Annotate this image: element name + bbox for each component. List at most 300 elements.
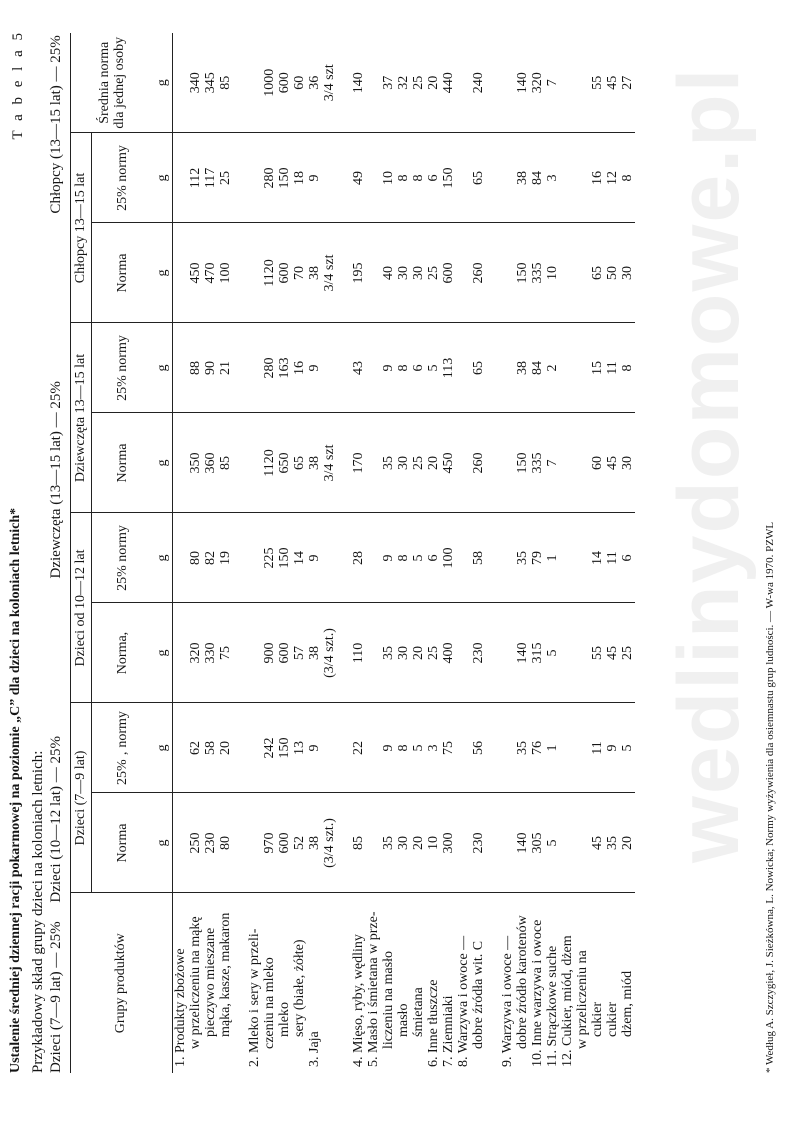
table-cell: 9 (381, 703, 396, 793)
table-cell: 22 (351, 703, 366, 793)
table-cell (173, 513, 189, 603)
table-row (620, 33, 635, 1073)
norma-25-header: 25% normy (92, 323, 155, 413)
table-cell (575, 33, 590, 133)
table-cell: 600 (277, 603, 292, 703)
table-cell: 82 (203, 513, 218, 603)
table-cell: 8 (411, 133, 426, 223)
page-subtitle: Przykładowy skład grupy dzieci na koloniach letnich: (30, 750, 46, 1073)
table-cell (456, 793, 471, 893)
table-cell: 3/4 szt (322, 33, 337, 133)
table-cell: 25 (411, 413, 426, 513)
table-cell (456, 603, 471, 703)
table-cell: 440 (441, 33, 456, 133)
table-row (530, 33, 545, 1073)
table-cell (575, 223, 590, 323)
table-cell: 16 (590, 133, 605, 223)
table-cell: 18 (292, 133, 307, 223)
table-cell: 150 (277, 133, 292, 223)
table-row (500, 33, 515, 1073)
table-cell: 230 (471, 603, 486, 703)
norma-25-header: 25% normy (92, 513, 155, 603)
table-cell: 45 (590, 793, 605, 893)
table-cell: 35 (381, 793, 396, 893)
table-cell: 2 (545, 323, 560, 413)
table-cell: 13 (292, 703, 307, 793)
table-cell: 10 (381, 133, 396, 223)
table-cell: 20 (218, 703, 233, 793)
table-cell (500, 793, 515, 893)
table-cell: 112 (188, 133, 203, 223)
table-cell: 7 (545, 33, 560, 133)
table-cell: 27 (620, 33, 635, 133)
col-group-header: Dzieci od 10—12 lat (71, 513, 92, 703)
table-cell: 260 (471, 223, 486, 323)
table-cell: 80 (188, 513, 203, 603)
table-cell (500, 703, 515, 793)
table-cell: 10 (545, 223, 560, 323)
table-cell (560, 413, 575, 513)
composition-item: Dzieci (10—12 lat) — 25% (48, 736, 64, 903)
composition-item: Dzieci (7—9 lat) — 25% (48, 921, 64, 1073)
table-cell: 5 (426, 323, 441, 413)
table-cell (456, 133, 471, 223)
table-cell: 242 (262, 703, 277, 793)
row-label: mleko (277, 1002, 292, 1037)
table-cell: 170 (351, 413, 366, 513)
table-cell (560, 133, 575, 223)
table-cell: 350 (188, 413, 203, 513)
table-cell (366, 323, 381, 413)
row-label: w przeliczeniu na mąkę (188, 916, 203, 1049)
composition-item: Dziewczęta (13—15 lat) — 25% (48, 381, 64, 579)
table-cell: 85 (218, 413, 233, 513)
table-cell: (3/4 szt.) (322, 603, 337, 703)
table-cell (456, 703, 471, 793)
table-row (277, 33, 292, 1073)
table-cell: 335 (530, 223, 545, 323)
table-cell (560, 603, 575, 703)
table-cell: 65 (471, 323, 486, 413)
table-cell: 150 (277, 703, 292, 793)
table-cell: 650 (277, 413, 292, 513)
composition-line (48, 35, 65, 1073)
table-cell: 150 (515, 223, 530, 323)
row-label: mąka, kasze, makaron (218, 912, 233, 1037)
table-cell (366, 33, 381, 133)
table-cell (500, 413, 515, 513)
table-cell: 38 (307, 413, 322, 513)
table-cell: 35 (381, 603, 396, 703)
table-cell: 37 (381, 33, 396, 133)
table-cell: 35 (515, 703, 530, 793)
page-title: Ustalenie średniej dziennej racji pokarmowej na poziomie „C” dla dzieci na koloniach letnich* (8, 507, 23, 1073)
table-cell: 450 (441, 413, 456, 513)
table-cell: 470 (203, 223, 218, 323)
table-cell: 280 (262, 323, 277, 413)
table-cell: 25 (218, 133, 233, 223)
table-cell: 19 (218, 513, 233, 603)
row-label: sery (białe, żółte) (292, 939, 307, 1037)
nutrition-table (70, 33, 635, 1073)
table-cell: 9 (307, 513, 322, 603)
table-cell: 6 (620, 513, 635, 603)
row-label: dobre źródło karotenów (515, 915, 530, 1049)
table-cell: 11 (605, 513, 620, 603)
table-cell (575, 133, 590, 223)
table-row (322, 33, 337, 1073)
table-cell (456, 323, 471, 413)
table-cell (322, 323, 337, 413)
table-cell (322, 133, 337, 223)
table-row (515, 33, 530, 1073)
table-cell: 6 (426, 513, 441, 603)
table-cell: 28 (351, 513, 366, 603)
table-cell: 21 (218, 323, 233, 413)
table-cell (560, 223, 575, 323)
table-cell: 230 (203, 793, 218, 893)
table-cell: 5 (411, 513, 426, 603)
table-row (396, 33, 411, 1073)
table-cell: 35 (381, 413, 396, 513)
table-cell: 30 (396, 793, 411, 893)
table-row (203, 33, 218, 1073)
table-cell: 140 (351, 33, 366, 133)
average-header: Średnia norma dla jednej osoby (71, 33, 155, 133)
table-row (247, 33, 262, 1073)
table-cell: 250 (188, 793, 203, 893)
table-cell: 20 (426, 413, 441, 513)
table-cell (560, 703, 575, 793)
table-cell: 25 (426, 223, 441, 323)
table-cell: 80 (218, 793, 233, 893)
row-label: 10. Inne warzywa i owoce (530, 919, 545, 1067)
table-cell: 60 (292, 33, 307, 133)
table-cell: 84 (530, 133, 545, 223)
table-cell: 9 (307, 323, 322, 413)
norma-header: Norma (92, 223, 155, 323)
table-row (575, 33, 590, 1073)
row-label: pieczywo mieszane (203, 927, 218, 1037)
table-row (471, 33, 486, 1073)
table-cell: 315 (530, 603, 545, 703)
table-cell: 230 (471, 793, 486, 893)
table-cell (456, 223, 471, 323)
table-cell: 38 (515, 323, 530, 413)
table-row (456, 33, 471, 1073)
table-cell: 15 (590, 323, 605, 413)
table-cell: 5 (545, 793, 560, 893)
table-cell: 32 (396, 33, 411, 133)
norma-header: Norma, (92, 603, 155, 703)
row-label: dobre źródła wit. C (471, 940, 486, 1049)
table-cell: 55 (590, 603, 605, 703)
table-cell (173, 703, 189, 793)
norma-header: Norma (92, 413, 155, 513)
table-cell: 60 (590, 413, 605, 513)
table-cell: 57 (292, 603, 307, 703)
table-cell: 62 (188, 703, 203, 793)
table-cell: 3/4 szt (322, 413, 337, 513)
table-cell: 25 (620, 603, 635, 703)
table-cell: 55 (590, 33, 605, 133)
table-cell: 320 (188, 603, 203, 703)
table-row (188, 33, 203, 1073)
table-row (262, 33, 277, 1073)
table-cell: 9 (381, 323, 396, 413)
table-cell: 75 (441, 703, 456, 793)
col-group-header: Chłopcy 13—15 lat (71, 133, 92, 323)
row-label: liczeniu na masło (381, 951, 396, 1049)
table-cell (322, 513, 337, 603)
table-cell: 65 (471, 133, 486, 223)
table-cell: 14 (292, 513, 307, 603)
table-cell: 9 (605, 703, 620, 793)
table-cell: 65 (590, 223, 605, 323)
table-cell: 6 (411, 323, 426, 413)
row-label: 6. Inne tłuszcze (426, 979, 441, 1067)
watermark: wedlinydomowe.pl (661, 66, 757, 863)
table-cell (560, 323, 575, 413)
table-cell: 36 (307, 33, 322, 133)
table-cell: 8 (396, 703, 411, 793)
table-row (292, 33, 307, 1073)
table-cell: 150 (277, 513, 292, 603)
table-row (426, 33, 441, 1073)
table-cell (366, 133, 381, 223)
table-cell: 84 (530, 323, 545, 413)
table-row (381, 33, 396, 1073)
col-group-header: Dzieci (7—9 lat) (71, 703, 92, 893)
table-cell: 30 (411, 223, 426, 323)
table-cell: 900 (262, 603, 277, 703)
table-cell (173, 33, 189, 133)
table-cell: 35 (605, 793, 620, 893)
unit-label: g (154, 703, 173, 793)
table-row (307, 33, 322, 1073)
table-cell: 300 (441, 793, 456, 893)
table-cell: 9 (381, 513, 396, 603)
table-cell: 85 (218, 33, 233, 133)
table-row (173, 33, 189, 1073)
table-cell: 38 (307, 223, 322, 323)
row-label: 11. Strączkowe suche (545, 945, 560, 1067)
table-cell (575, 323, 590, 413)
table-cell (366, 703, 381, 793)
table-cell: 1120 (262, 413, 277, 513)
table-cell: 45 (605, 603, 620, 703)
unit-label: g (154, 323, 173, 413)
table-cell: 320 (530, 33, 545, 133)
table-row (590, 33, 605, 1073)
table-cell (247, 513, 262, 603)
row-label: masło (396, 1003, 411, 1037)
table-cell: 38 (515, 133, 530, 223)
table-cell: 12 (605, 133, 620, 223)
row-label: 3. Jaja (307, 1031, 322, 1067)
table-cell: 400 (441, 603, 456, 703)
table-cell: 450 (188, 223, 203, 323)
norma-25-header: 25% ‚ normy (92, 703, 155, 793)
table-cell: 600 (441, 223, 456, 323)
table-row (351, 33, 366, 1073)
table-cell (247, 413, 262, 513)
table-row (366, 33, 381, 1073)
table-cell (500, 33, 515, 133)
norma-header: Norma (92, 793, 155, 893)
table-cell: 40 (381, 223, 396, 323)
table-cell (366, 413, 381, 513)
row-label: 8. Warzywa i owoce — (456, 935, 471, 1067)
group-header: Grupy produktów (71, 893, 173, 1073)
table-cell: 6 (426, 133, 441, 223)
row-label: czeniu na mleko (262, 957, 277, 1049)
table-row (560, 33, 575, 1073)
table-cell (500, 603, 515, 703)
table-cell (575, 513, 590, 603)
table-cell: 100 (218, 223, 233, 323)
table-cell: 35 (515, 513, 530, 603)
table-cell: 335 (530, 413, 545, 513)
row-label: cukier (590, 1002, 605, 1037)
table-cell: 45 (605, 33, 620, 133)
table-cell: 8 (396, 133, 411, 223)
table-cell (456, 413, 471, 513)
table-cell (247, 33, 262, 133)
table-cell (575, 413, 590, 513)
table-row (605, 33, 620, 1073)
table-cell: 5 (620, 703, 635, 793)
row-label: 9. Warzywa i owoce — (500, 935, 515, 1067)
table-cell: 8 (620, 133, 635, 223)
table-cell: 8 (620, 323, 635, 413)
table-cell: 225 (262, 513, 277, 603)
table-cell: 195 (351, 223, 366, 323)
row-label: 1. Produkty zbożowe (173, 948, 188, 1067)
table-cell (500, 513, 515, 603)
table-cell: 50 (605, 223, 620, 323)
table-cell (173, 223, 189, 323)
table-cell: 70 (292, 223, 307, 323)
table-cell (173, 793, 189, 893)
table-cell: 10 (426, 793, 441, 893)
table-cell (456, 33, 471, 133)
table-cell: 45 (605, 413, 620, 513)
table-cell: 11 (590, 703, 605, 793)
row-label: dżem, miód (620, 970, 635, 1037)
table-cell: 140 (515, 33, 530, 133)
table-cell: 30 (396, 413, 411, 513)
row-label: śmietana (411, 987, 426, 1037)
row-label: 12. Cukier, miód, dżem (560, 935, 575, 1067)
table-cell: 16 (292, 323, 307, 413)
table-cell: 11 (605, 323, 620, 413)
col-group-header: Dziewczęta 13—15 lat (71, 323, 92, 513)
table-cell: 100 (441, 513, 456, 603)
table-cell: 117 (203, 133, 218, 223)
table-row (545, 33, 560, 1073)
table-cell: 600 (277, 793, 292, 893)
table-cell: 280 (262, 133, 277, 223)
table-cell: 25 (426, 603, 441, 703)
footnote: * Według A. Szczygieł, J. Sieżkówna, L. Nowicka; Normy wyżywienia dla osiemnastu grup ludności. — W-wa 1970. PZWL (764, 521, 776, 1073)
table-cell: 9 (307, 703, 322, 793)
table-cell: 970 (262, 793, 277, 893)
row-label: 5. Masło i śmietana w prze- (366, 911, 381, 1067)
table-cell: 1120 (262, 223, 277, 323)
table-number: T a b e l a 5 (10, 30, 26, 140)
table-cell: 75 (218, 603, 233, 703)
unit-label: g (154, 133, 173, 223)
table-cell: 49 (351, 133, 366, 223)
unit-label: g (154, 33, 173, 133)
table-cell (456, 513, 471, 603)
table-cell: 20 (411, 603, 426, 703)
table-cell: 140 (515, 603, 530, 703)
table-cell: 1000 (262, 33, 277, 133)
unit-label: g (154, 513, 173, 603)
row-label: 4. Mięso, ryby, wędliny (351, 934, 366, 1067)
table-cell (366, 603, 381, 703)
composition-item: Chłopcy (13—15 lat) — 25% (48, 35, 64, 214)
table-cell: 260 (471, 413, 486, 513)
table-cell (500, 323, 515, 413)
table-cell (500, 223, 515, 323)
table-cell (575, 703, 590, 793)
row-label: w przeliczeniu na (575, 950, 590, 1049)
table-cell: 600 (277, 223, 292, 323)
table-cell (575, 793, 590, 893)
table-cell: 5 (545, 603, 560, 703)
table-cell (247, 703, 262, 793)
row-label: 2. Mleko i sery w przeli- (247, 928, 262, 1067)
table-cell: (3/4 szt.) (322, 793, 337, 893)
unit-label: g (154, 793, 173, 893)
table-cell (247, 223, 262, 323)
table-row (411, 33, 426, 1073)
table-cell (247, 323, 262, 413)
table-cell: 30 (396, 603, 411, 703)
norma-25-header: 25% normy (92, 133, 155, 223)
table-cell (560, 793, 575, 893)
table-cell: 90 (203, 323, 218, 413)
table-cell (247, 603, 262, 703)
table-cell: 88 (188, 323, 203, 413)
table-cell: 3 (545, 133, 560, 223)
table-cell (173, 603, 189, 703)
table-cell: 30 (396, 223, 411, 323)
table-cell: 52 (292, 793, 307, 893)
table-cell (560, 513, 575, 603)
table-cell: 9 (307, 133, 322, 223)
table-cell (560, 33, 575, 133)
table-cell: 163 (277, 323, 292, 413)
table-cell (173, 323, 189, 413)
table-cell (173, 413, 189, 513)
table-cell: 38 (307, 793, 322, 893)
table-cell (247, 133, 262, 223)
table-cell: 150 (515, 413, 530, 513)
table-cell: 600 (277, 33, 292, 133)
table-cell: 76 (530, 703, 545, 793)
table-cell: 85 (351, 793, 366, 893)
table-cell: 30 (620, 413, 635, 513)
table-cell: 1 (545, 513, 560, 603)
table-cell: 3/4 szt (322, 223, 337, 323)
table-cell: 20 (620, 793, 635, 893)
row-label: 7. Ziemniaki (441, 995, 456, 1067)
table-cell (247, 793, 262, 893)
